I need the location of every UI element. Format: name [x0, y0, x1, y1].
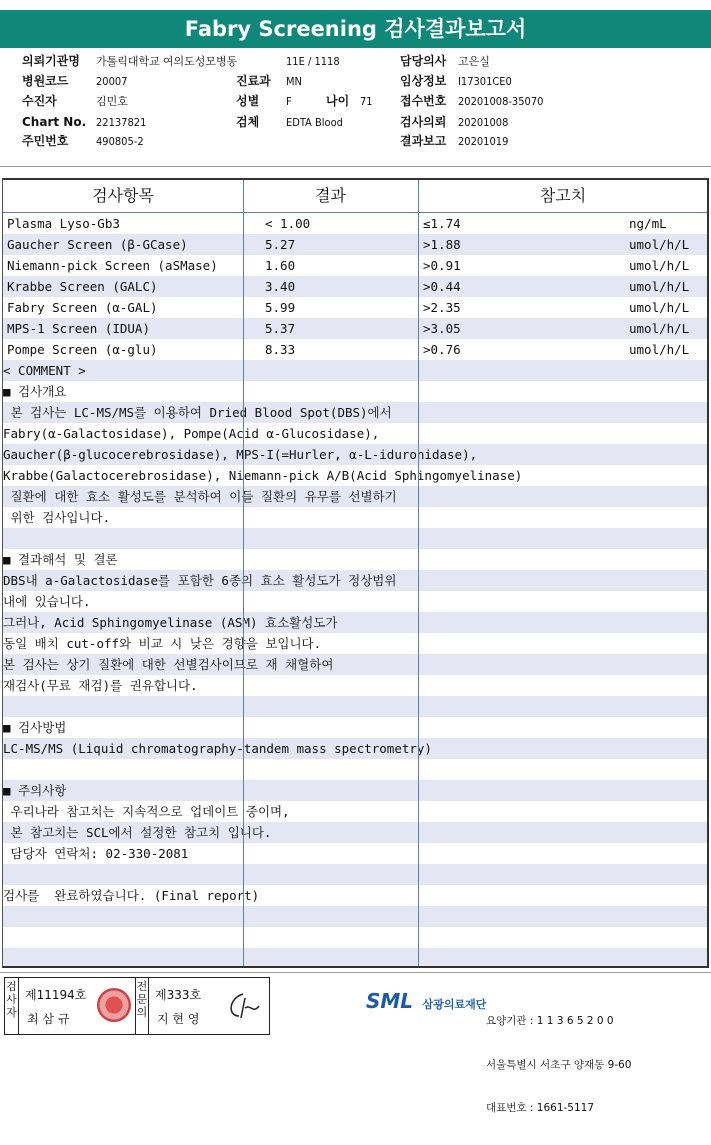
receipt-label: 접수번호: [400, 94, 447, 108]
comment-line: 위한 검사입니다.: [3, 510, 111, 525]
reference-unit: umol/h/L: [629, 321, 690, 336]
report-date: 20201019: [458, 135, 509, 148]
test-name: Gaucher Screen (β-GCase): [7, 237, 188, 252]
specialist-name: 지 현 영: [157, 1012, 200, 1026]
rrn-label: 주민번호: [22, 134, 69, 148]
chart-label: Chart No.: [22, 115, 87, 129]
reference-unit: umol/h/L: [629, 342, 690, 357]
comment-line: 질환에 대한 효소 활성도를 분석하여 이들 질환의 유무를 선별하기: [3, 489, 397, 504]
row-stripe: [3, 696, 707, 717]
clinical: I17301CE0: [458, 75, 512, 88]
reference-unit: umol/h/L: [629, 258, 690, 273]
test-result: 5.99: [265, 300, 296, 315]
reference-range: >0.91: [423, 258, 461, 273]
test-result: 1.60: [265, 258, 296, 273]
comment-line: 우리나라 참고치는 지속적으로 업데이트 중이며,: [3, 804, 290, 819]
signature-icon: [223, 990, 263, 1022]
test-result: < 1.00: [265, 216, 311, 231]
comment-line: ■ 검사방법: [3, 720, 67, 735]
header-result: 결과: [315, 186, 346, 205]
reference-unit: umol/h/L: [629, 237, 690, 252]
hospital-code: 20007: [96, 75, 128, 88]
reference-range: ≤1.74: [423, 216, 461, 231]
specialist-license: 제333호: [155, 988, 202, 1002]
sex: F: [286, 95, 292, 108]
comment-line: 본 검사는 LC-MS/MS를 이용하여 Dried Blood Spot(DBS)에서: [3, 405, 392, 420]
comment-line: 동일 배치 cut-off와 비교 시 낮은 경향을 보입니다.: [3, 636, 322, 651]
row-stripe: [3, 906, 707, 927]
comment-line: Gaucher(β-glucocerebrosidase), MPS-I(=Hurler, α-L-iduronidase),: [3, 447, 478, 462]
org-code: 요양기관 : 1 1 3 6 5 2 0 0: [486, 1015, 614, 1027]
row-stripe: [3, 780, 707, 801]
specimen: EDTA Blood: [286, 116, 343, 129]
report-title: Fabry Screening 검사결과보고서: [0, 10, 711, 48]
header-reference: 참고치: [539, 186, 587, 205]
clinical-label: 임상정보: [400, 74, 447, 88]
specimen-label: 검체: [236, 115, 260, 129]
comment-line: < COMMENT >: [3, 363, 86, 378]
org-name: 삼광의료재단: [422, 998, 487, 1011]
tester-name: 최 삼 규: [27, 1012, 70, 1026]
tester-license: 제11194호: [25, 988, 87, 1002]
chart-no: 22137821: [96, 116, 147, 129]
comment-line: 검사를 완료하였습니다. (Final report): [3, 888, 260, 903]
specialist-label: 전문의: [135, 978, 149, 1034]
sex-label: 성별: [236, 94, 260, 108]
column-divider: [243, 180, 244, 966]
test-result: 5.27: [265, 237, 296, 252]
comment-line: ■ 결과해석 및 결론: [3, 552, 118, 567]
column-divider: [418, 180, 419, 966]
row-stripe: [3, 528, 707, 549]
test-name: MPS-1 Screen (IDUA): [7, 321, 150, 336]
sml-logo-text: SML: [366, 989, 414, 1013]
reference-range: >1.88: [423, 237, 461, 252]
comment-line: 담당자 연락처: 02-330-2081: [3, 846, 189, 861]
reference-range: >0.44: [423, 279, 461, 294]
table-header: [3, 180, 707, 213]
test-name: Pompe Screen (α-glu): [7, 342, 158, 357]
comment-line: LC-MS/MS (Liquid chromatography-tandem mass spectrometry): [3, 741, 432, 756]
comment-line: 본 검사는 상기 질환에 대한 선별검사이므로 재 채혈하여: [3, 657, 334, 672]
comment-line: Fabry(α-Galactosidase), Pompe(Acid α-Glucosidase),: [3, 426, 380, 441]
test-name: Krabbe Screen (GALC): [7, 279, 158, 294]
row-stripe: [3, 360, 707, 381]
row-stripe: [3, 948, 707, 968]
requesting-org-label: 의뢰기관명: [22, 54, 80, 68]
seal-stamp-icon: [97, 988, 131, 1022]
tester-label: 검사자: [5, 978, 19, 1034]
hospital-code-label: 병원코드: [22, 74, 69, 88]
results-grid: [2, 178, 709, 968]
comment-line: 그러나, Acid Sphingomyelinase (ASM) 효소활성도가: [3, 615, 338, 630]
doctor: 고은실: [458, 55, 490, 68]
test-result: 8.33: [265, 342, 296, 357]
comment-line: ■ 주의사항: [3, 783, 67, 798]
dept: MN: [286, 75, 302, 88]
reference-unit: umol/h/L: [629, 279, 690, 294]
comment-line: Krabbe(Galactocerebrosidase), Niemann-pick A/B(Acid Sphingomyelinase): [3, 468, 523, 483]
comment-line: DBS내 a-Galactosidase를 포함한 6종의 효소 활성도가 정상범위: [3, 573, 397, 588]
receipt: 20201008-35070: [458, 95, 544, 108]
sml-logo: [366, 989, 486, 1013]
signature-box: [4, 977, 270, 1035]
age-label: 나이: [326, 94, 350, 108]
test-result: 5.37: [265, 321, 296, 336]
report-metadata: [0, 52, 711, 164]
comment-line: 재검사(무료 재검)를 권유합니다.: [3, 678, 198, 693]
rrn: 490805-2: [96, 135, 144, 148]
org-address: [486, 985, 631, 1145]
reference-range: >3.05: [423, 321, 461, 336]
reference-unit: ng/mL: [629, 216, 667, 231]
header-test: 검사항목: [92, 186, 154, 205]
reference-range: >0.76: [423, 342, 461, 357]
comment-line: 내에 있습니다.: [3, 594, 91, 609]
requesting-org: 가톨릭대학교 여의도성모병동: [96, 55, 238, 68]
test-name: Fabry Screen (α-GAL): [7, 300, 158, 315]
test-name: Niemann-pick Screen (aSMase): [7, 258, 218, 273]
org-phone: 대표번호 : 1661-5117: [486, 1102, 595, 1114]
divider: [0, 166, 711, 167]
reference-range: >2.35: [423, 300, 461, 315]
ward-room: 11E / 1118: [286, 55, 340, 68]
org-street: 서울특별시 서초구 양재동 9-60: [486, 1058, 632, 1071]
row-stripe: [3, 864, 707, 885]
footer: [0, 972, 711, 1114]
dept-label: 진료과: [236, 74, 271, 88]
report-label: 결과보고: [400, 134, 447, 148]
request-date: 20201008: [458, 116, 509, 129]
recipient: 김민호: [96, 95, 128, 108]
comment-line: ■ 검사개요: [3, 384, 67, 399]
reference-unit: umol/h/L: [629, 300, 690, 315]
request-label: 검사의뢰: [400, 115, 447, 129]
comment-line: 본 참고치는 SCL에서 설정한 참고치 입니다.: [3, 825, 272, 840]
test-result: 3.40: [265, 279, 296, 294]
age: 71: [360, 95, 373, 108]
doctor-label: 담당의사: [400, 54, 447, 68]
test-name: Plasma Lyso-Gb3: [7, 216, 120, 231]
recipient-label: 수진자: [22, 94, 57, 108]
